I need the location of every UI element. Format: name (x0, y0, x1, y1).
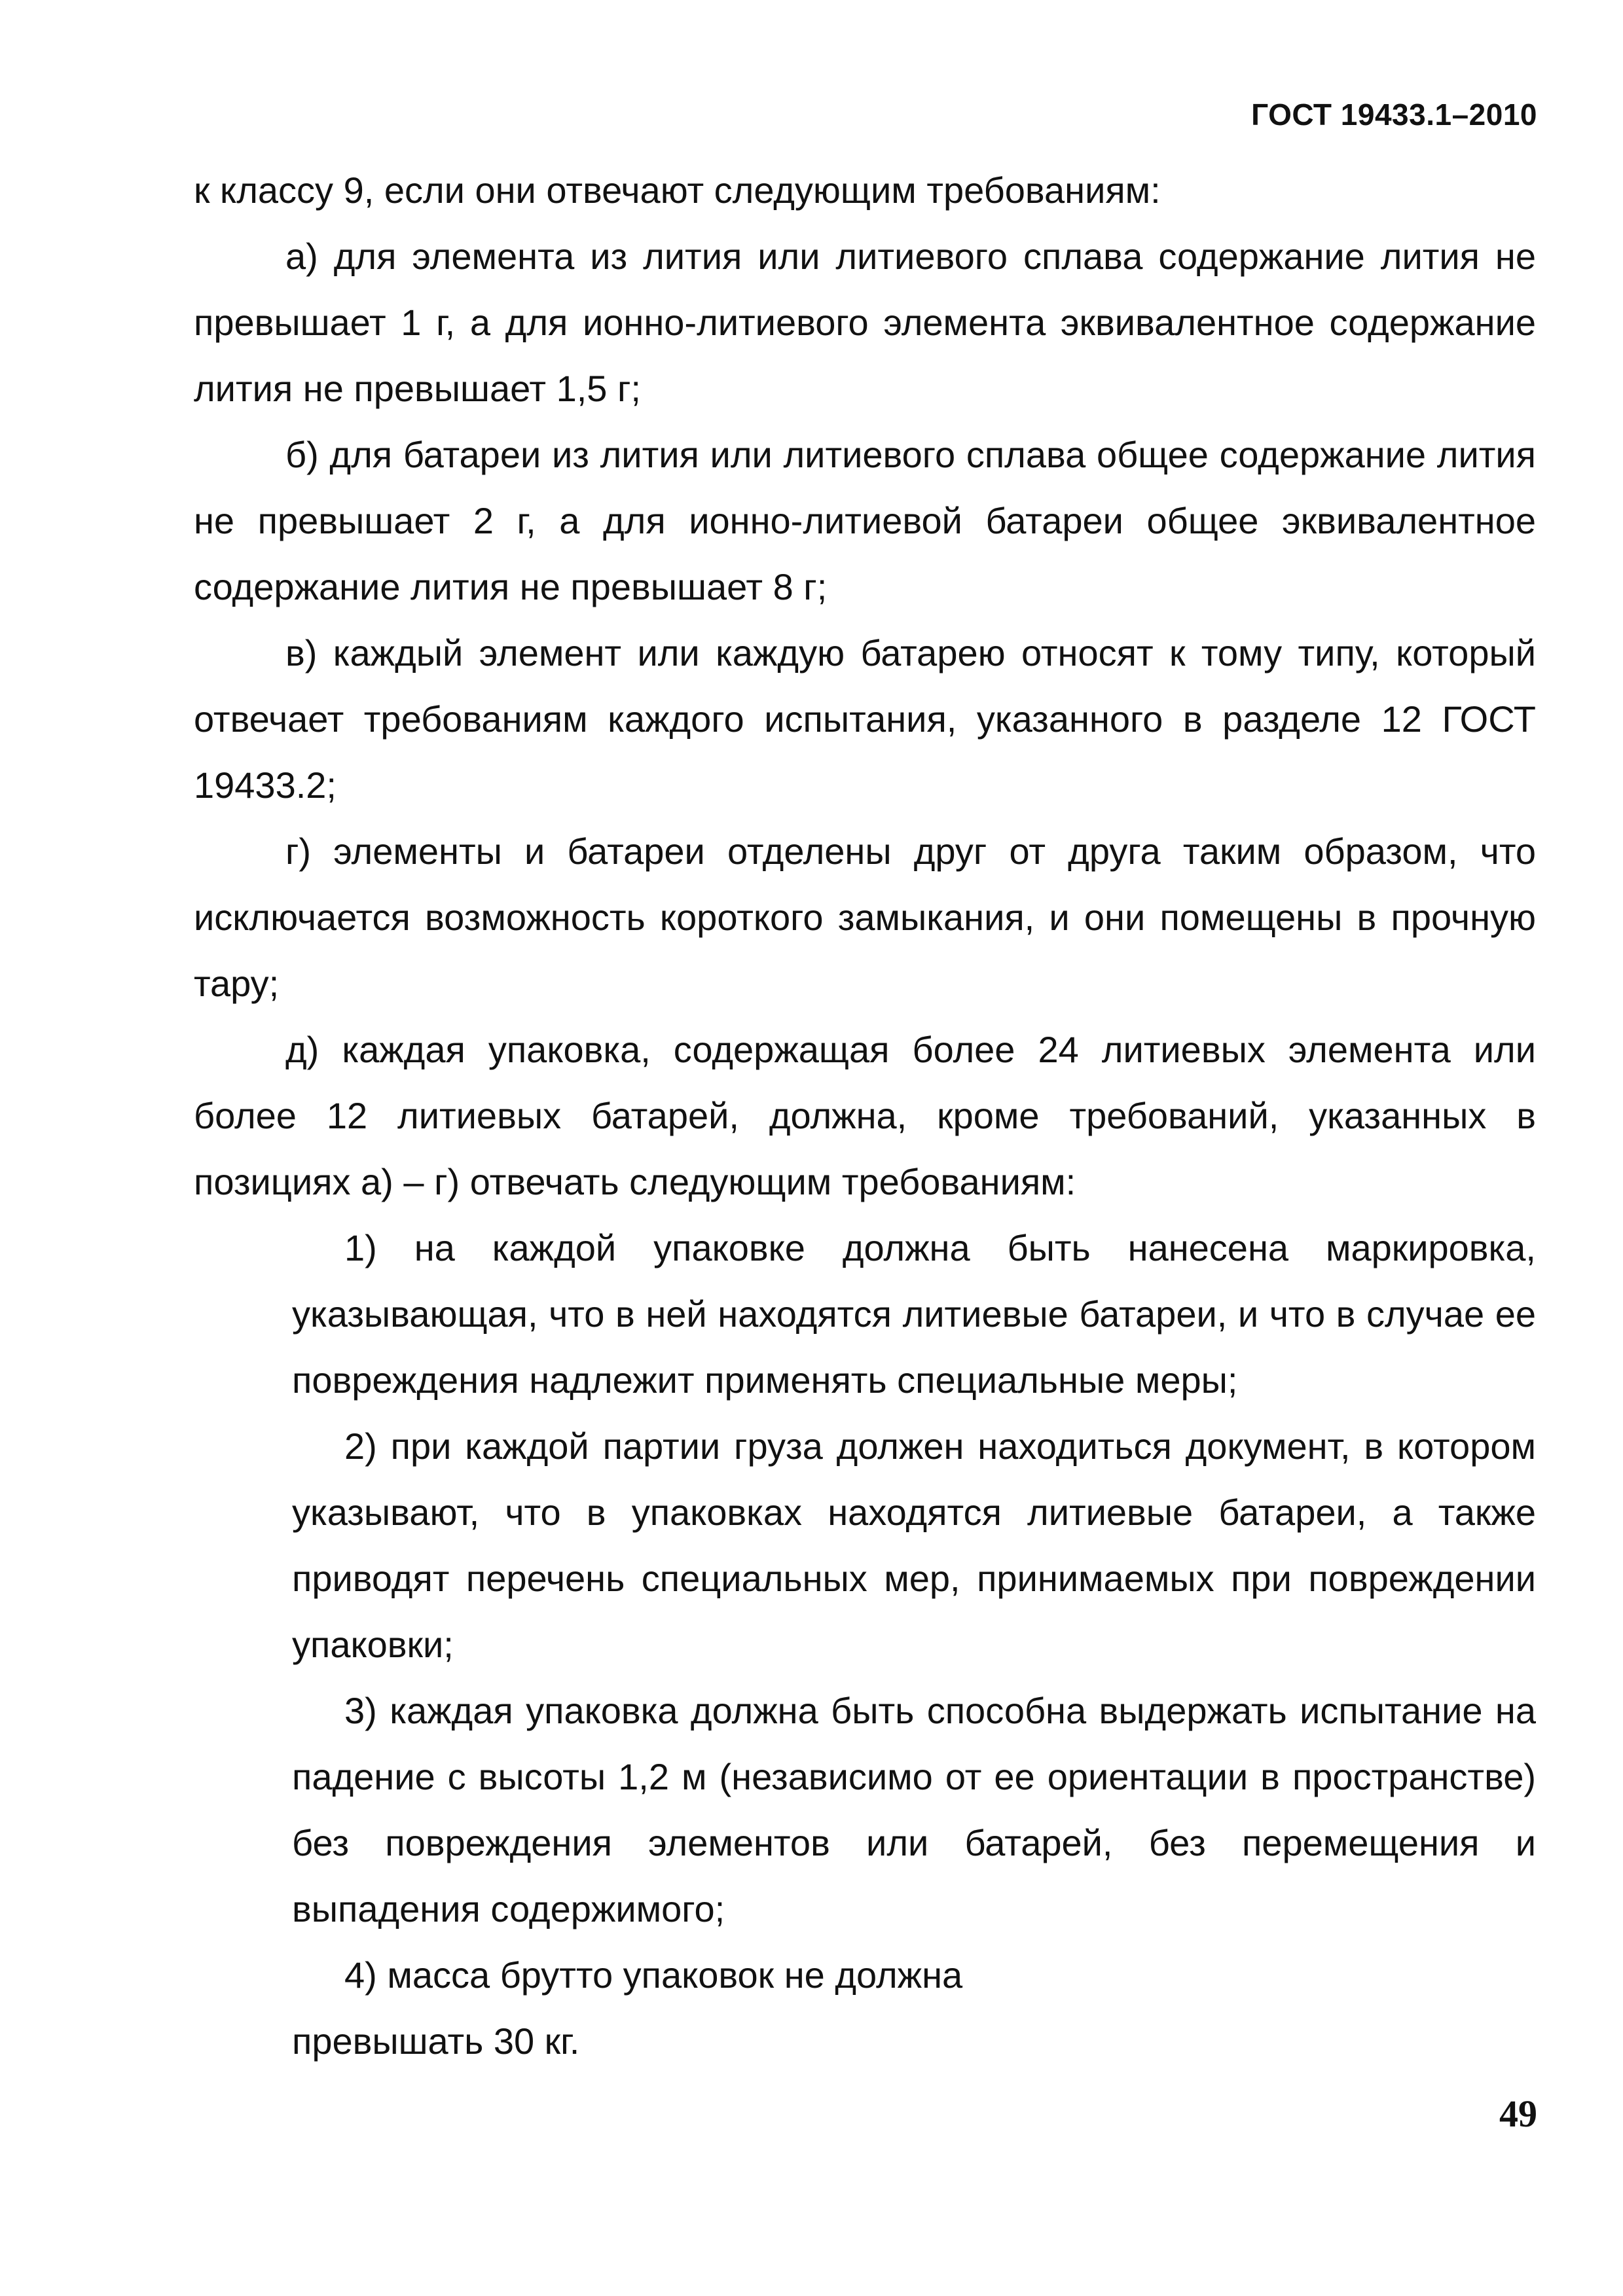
subitem-4-continuation: превышать 30 кг. (292, 2020, 580, 2062)
subitem-4: 4) масса брутто упаковок не должна (344, 1954, 963, 1996)
document-header: ГОСТ 19433.1–2010 (1251, 98, 1537, 132)
paragraph-b: б) для батареи из лития или литиевого сплава общее содержание лития не превышает 2 г, а для ионно-литиевой батареи общее эквивалентное содержание лития не превышает 8 г; (194, 434, 1536, 607)
page-number: 49 (1499, 2092, 1537, 2135)
paragraph-d: д) каждая упаковка, содержащая более 24 литиевых элемента или более 12 литиевых батарей, должна, кроме требований, указанных в позициях а) – г) отвечать следующим требованиям: (194, 1029, 1536, 1202)
paragraph-intro: к классу 9, если они отвечают следующим требованиям: (194, 170, 1161, 211)
subitem-3: 3) каждая упаковка должна быть способна выдержать испытание на падение с высоты 1,2 м (независимо от ее ориентации в пространстве) без повреждения элементов или батарей, без перемещения и выпадения содержимого; (292, 1690, 1536, 1929)
paragraph-g: г) элементы и батареи отделены друг от друга таким образом, что исключается возможность короткого замыкания, и они помещены в прочную тару; (194, 831, 1536, 1004)
subitem-2: 2) при каждой партии груза должен находиться документ, в котором указывают, что в упаковках находятся литиевые батареи, а также приводят перечень специальных мер, принимаемых при повреждении упаковки; (292, 1426, 1536, 1665)
paragraph-a: а) для элемента из лития или литиевого сплава содержание лития не превышает 1 г, а для ионно-литиевого элемента эквивалентное содержание лития не превышает 1,5 г; (194, 236, 1536, 409)
subitem-1: 1) на каждой упаковке должна быть нанесена маркировка, указывающая, что в ней находятся литиевые батареи, и что в случае ее повреждения надлежит применять специальные меры; (292, 1227, 1536, 1401)
paragraph-v: в) каждый элемент или каждую батарею относят к тому типу, который отвечает требованиям каждого испытания, указанного в разделе 12 ГОСТ 19433.2; (194, 632, 1536, 806)
document-body (194, 157, 1536, 2074)
